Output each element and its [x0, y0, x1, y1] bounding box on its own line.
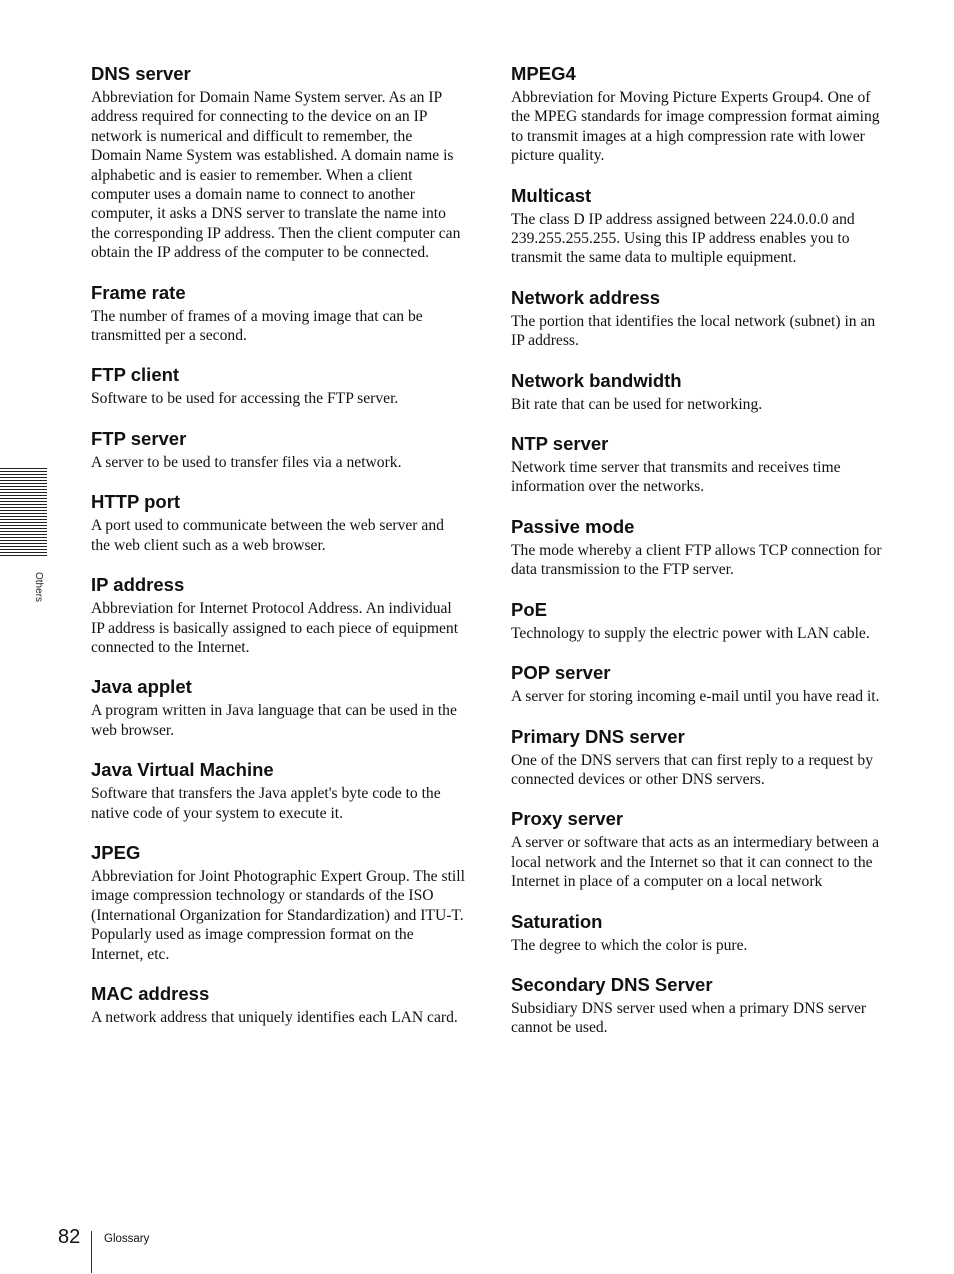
glossary-term: DNS server	[91, 63, 191, 84]
glossary-term: MAC address	[91, 982, 210, 1004]
footer-section-label: Glossary	[104, 1233, 150, 1245]
glossary-definition: A server to be used to transfer files via a network.	[91, 453, 402, 471]
glossary-definition: The mode whereby a client FTP allows TCP connection for data transmission to the FTP server.	[511, 541, 882, 579]
glossary-entry	[91, 281, 466, 346]
glossary-column-right	[511, 62, 886, 1056]
glossary-term: Java Virtual Machine	[91, 759, 274, 781]
glossary-definition: Technology to supply the electric power with LAN cable.	[511, 624, 870, 642]
glossary-definition: A server for storing incoming e-mail until you have read it.	[511, 688, 880, 706]
glossary-definition: Software to be used for accessing the FTP server.	[91, 390, 399, 408]
glossary-term: Network bandwidth	[511, 369, 682, 391]
glossary-entry	[91, 427, 466, 472]
glossary-entry	[91, 982, 466, 1027]
glossary-entry	[91, 758, 466, 823]
glossary-term: Network address	[511, 286, 661, 308]
glossary-term: IP address	[91, 574, 185, 596]
glossary-term: FTP server	[91, 427, 187, 449]
glossary-entry	[511, 62, 886, 166]
glossary-definition: A server or software that acts as an intermediary between a local network and the Internet so that it can connect to the Internet in place of a computer on a local network	[511, 834, 880, 891]
glossary-definition: Abbreviation for Joint Photographic Expert Group. The still image compression technology or standards of the ISO (International Organization for Standardization) and ITU-T. Popularly used as image compression format on the Internet, etc.	[91, 867, 465, 963]
glossary-entry	[91, 573, 466, 657]
glossary-term: NTP server	[511, 433, 609, 455]
glossary-term: FTP client	[91, 364, 180, 386]
glossary-term: PoE	[511, 598, 547, 620]
glossary-definition: Abbreviation for Domain Name System server. As an IP address required for connecting to the device on an IP network is numerical and difficult to remember, the Domain Name System was established. A domain name is alphabetic and is easier to remember. When a client computer uses a domain name to connect to another computer, it asks a DNS server to translate the name into the corresponding IP address. Then the client computer can obtain the IP address of the computer to be connected.	[91, 89, 461, 262]
glossary-definition: Network time server that transmits and receives time information over the networks.	[511, 459, 841, 496]
glossary-entry	[91, 363, 466, 408]
glossary-term: Proxy server	[511, 808, 624, 830]
glossary-definition: The portion that identifies the local network (subnet) in an IP address.	[511, 312, 876, 350]
glossary-term: Saturation	[511, 910, 603, 932]
glossary-definition: The class D IP address assigned between 224.0.0.0 and 239.255.255.255. Using this IP address enables you to transmit the same data to multiple equipment.	[511, 210, 855, 267]
glossary-definition: Subsidiary DNS server used when a primary DNS server cannot be used.	[511, 999, 867, 1037]
section-tab-marker	[0, 468, 47, 558]
glossary-definition: A program written in Java language that can be used in the web browser.	[91, 702, 457, 739]
glossary-entry	[511, 661, 886, 706]
glossary-term: Java applet	[91, 676, 192, 698]
glossary-entry	[511, 515, 886, 580]
footer-divider	[91, 1231, 92, 1273]
glossary-entry	[511, 432, 886, 497]
glossary-term: Passive mode	[511, 515, 635, 537]
glossary-definition: The degree to which the color is pure.	[511, 936, 748, 954]
glossary-entry	[91, 62, 466, 263]
glossary-definition: Bit rate that can be used for networking.	[511, 395, 763, 413]
page-number: 82	[58, 1226, 81, 1248]
glossary-definition: A port used to communicate between the web server and the web client such as a web browser.	[91, 517, 444, 554]
glossary-entry	[511, 973, 886, 1038]
glossary-term: HTTP port	[91, 491, 181, 513]
glossary-definition: Abbreviation for Moving Picture Experts Group4. One of the MPEG standards for image compression format aiming to transmit images at a high compression rate with lower picture quality.	[511, 89, 880, 165]
glossary-term: Primary DNS server	[511, 725, 685, 747]
glossary-entry	[91, 490, 466, 555]
glossary-term: JPEG	[91, 841, 141, 863]
glossary-term: Frame rate	[91, 281, 186, 303]
glossary-entry	[511, 369, 886, 414]
glossary-entry	[511, 184, 886, 268]
glossary-entry	[511, 286, 886, 351]
glossary-term: POP server	[511, 662, 611, 684]
glossary-entry	[91, 841, 466, 964]
glossary-term: MPEG4	[511, 63, 576, 84]
glossary-definition: Software that transfers the Java applet's byte code to the native code of your system to execute it.	[91, 785, 441, 822]
section-tab-label: Others	[33, 572, 44, 603]
glossary-definition: Abbreviation for Internet Protocol Address. An individual IP address is basically assigned to each piece of equipment connected to the Internet.	[91, 600, 459, 656]
glossary-column-left	[91, 62, 466, 1045]
glossary-entry	[511, 725, 886, 790]
glossary-entry	[511, 910, 886, 955]
glossary-term: Multicast	[511, 184, 592, 206]
glossary-definition: One of the DNS servers that can first reply to a request by connected devices or other DNS servers.	[511, 751, 874, 788]
glossary-entry	[91, 675, 466, 740]
glossary-term: Secondary DNS Server	[511, 973, 713, 995]
glossary-definition: A network address that uniquely identifies each LAN card.	[91, 1008, 458, 1026]
glossary-entry	[511, 598, 886, 643]
glossary-entry	[511, 807, 886, 891]
glossary-definition: The number of frames of a moving image that can be transmitted per a second.	[91, 307, 423, 345]
